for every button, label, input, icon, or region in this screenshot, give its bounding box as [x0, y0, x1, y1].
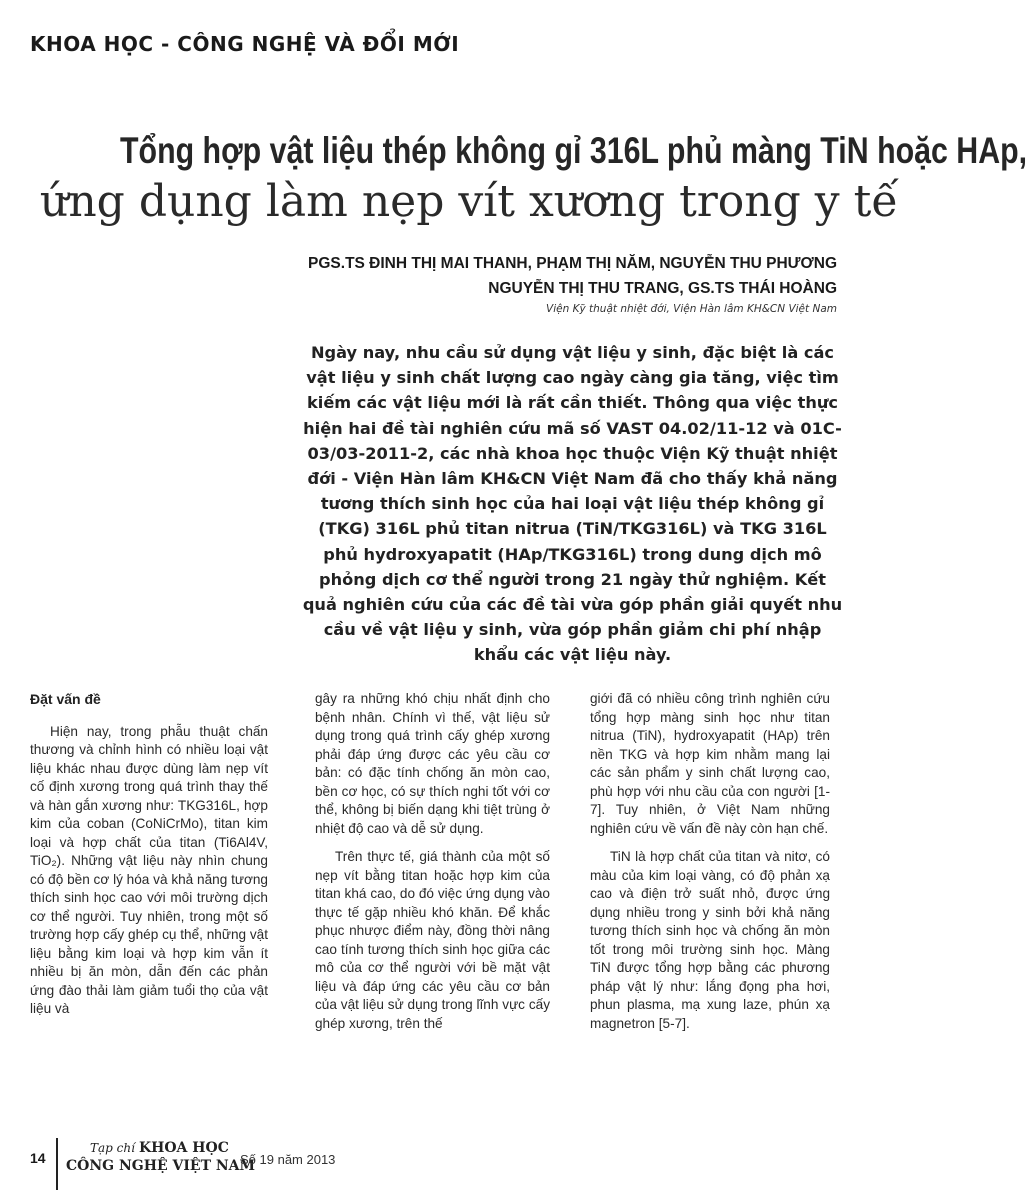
magazine-name-line1: KHOA HỌC: [138, 1140, 229, 1156]
column-1: [30, 690, 268, 1029]
paragraph: giới đã có nhiều công trình nghiên cứu tổng hợp màng sinh học như titan nitrua (TiN), hydroxyapatit (HAp) trên nền TKG và hợp kim nhằm mang lại các sản phẩm y sinh chất lượng cao, phù hợp với nhu cầu của con người [1-7]. Tuy nhiên, ở Việt Nam những nghiên cứu về vấn đề này còn hạn chế.: [590, 691, 830, 836]
magazine-name-line2: CÔNG NGHỆ VIỆT NAM: [66, 1158, 256, 1174]
page-number: 14: [30, 1150, 46, 1166]
article-title-line1: Tổng hợp vật liệu thép không gỉ 316L phủ màng TiN hoặc HAp,: [120, 130, 1027, 171]
author-affiliation: Viện Kỹ thuật nhiệt đới, Viện Hàn lâm KH&CN Việt Nam: [546, 303, 837, 315]
paragraph: Trên thực tế, giá thành của một số nẹp vít bằng titan hoặc hợp kim của titan khá cao, do đó việc ứng dụng vào thực tế gặp nhiều khó khăn. Để khắc phục nhược điểm này, đồng thời nâng cao tính tương thích sinh học giữa các mô của cơ thể người với bề mặt vật liệu và đáp ứng các yêu cầu cơ bản của vật liệu sử dụng trong lĩnh vực cấy ghép xương, trên thế: [315, 849, 550, 1031]
magazine-logo: [90, 1140, 229, 1156]
magazine-prefix: Tạp chí: [90, 1141, 135, 1155]
issue-number: Số 19 năm 2013: [240, 1152, 336, 1167]
column-3: [590, 690, 830, 1043]
article-abstract: Ngày nay, nhu cầu sử dụng vật liệu y sinh, đặc biệt là các vật liệu y sinh chất lượng cao ngày càng gia tăng, việc tìm kiếm các vật liệu mới là rất cần thiết. Thông qua việc thực hiện hai đề tài nghiên cứu mã số VAST 04.02/11-12 và 01C-03/03-2011-2, các nhà khoa học thuộc Viện Kỹ thuật nhiệt đới - Viện Hàn lâm KH&CN Việt Nam đã cho thấy khả năng tương thích sinh học của hai loại vật liệu thép không gỉ (TKG) 316L phủ titan nitrua (TiN/TKG316L) và TKG 316L phủ hydroxyapatit (HAp/TKG316L) trong dung dịch mô phỏng dịch cơ thể người trong 21 ngày thử nghiệm. Kết quả nghiên cứu của các đề tài vừa góp phần giải quyết nhu cầu về vật liệu y sinh, vừa góp phần giảm chi phí nhập khẩu các vật liệu này.: [302, 343, 843, 665]
paragraph: gây ra những khó chịu nhất định cho bệnh nhân. Chính vì thế, vật liệu sử dụng trong quá trình cấy ghép xương phải đáp ứng được các yêu cầu cơ bản: có đặc tính chống ăn mòn cao, bền cơ học, có sự thích nghi tốt với cơ thể, không bị biến dạng khi tiệt trùng ở nhiệt độ cao và dễ sử dụng.: [315, 691, 550, 836]
section-heading: Đặt vấn đề: [30, 691, 101, 707]
authors-line1: PGS.TS ĐINH THỊ MAI THANH, PHẠM THỊ NĂM, NGUYỄN THU PHƯƠNG: [308, 255, 837, 272]
footer-divider: [56, 1138, 58, 1190]
section-label: KHOA HỌC - CÔNG NGHỆ VÀ ĐỔI MỚI: [30, 32, 460, 56]
paragraph: TiN là hợp chất của titan và nitơ, có màu của kim loại vàng, có độ phản xạ cao và điện trở suất nhỏ, được ứng dụng nhiều trong y sinh bởi khả năng tương thích sinh học và chống ăn mòn tốt trong môi trường sinh học. Màng TiN được tổng hợp bằng các phương pháp vật lý như: lắng đọng pha hơi, phun plasma, mạ xung laze, phún xạ magnetron [5-7].: [590, 849, 830, 1031]
article-title-line2: ứng dụng làm nẹp vít xương trong y tế: [40, 176, 899, 227]
authors-line2: NGUYỄN THỊ THU TRANG, GS.TS THÁI HOÀNG: [488, 280, 837, 297]
paragraph: Hiện nay, trong phẫu thuật chấn thương và chỉnh hình có nhiều loại vật liệu khác nhau được dùng làm nẹp vít cố định xương trong quá trình thay thế và hàn gắn xương như: TKG316L, hợp kim của coban (CoNiCrMo), titan kim loại và hợp chất của titan (Ti6Al4V, TiO₂). Những vật liệu này nhìn chung có độ bền cơ lý hóa và khả năng tương thích sinh học cao với môi trường dịch cơ thể người. Tuy nhiên, trong một số trường hợp cấy ghép cụ thể, những vật liệu bằng kim loại và hợp kim vẫn ít nhiều bị ăn mòn, dẫn đến các phản ứng đào thải làm giảm tuổi thọ của vật liệu và: [30, 723, 268, 1016]
column-2: [315, 690, 550, 1043]
